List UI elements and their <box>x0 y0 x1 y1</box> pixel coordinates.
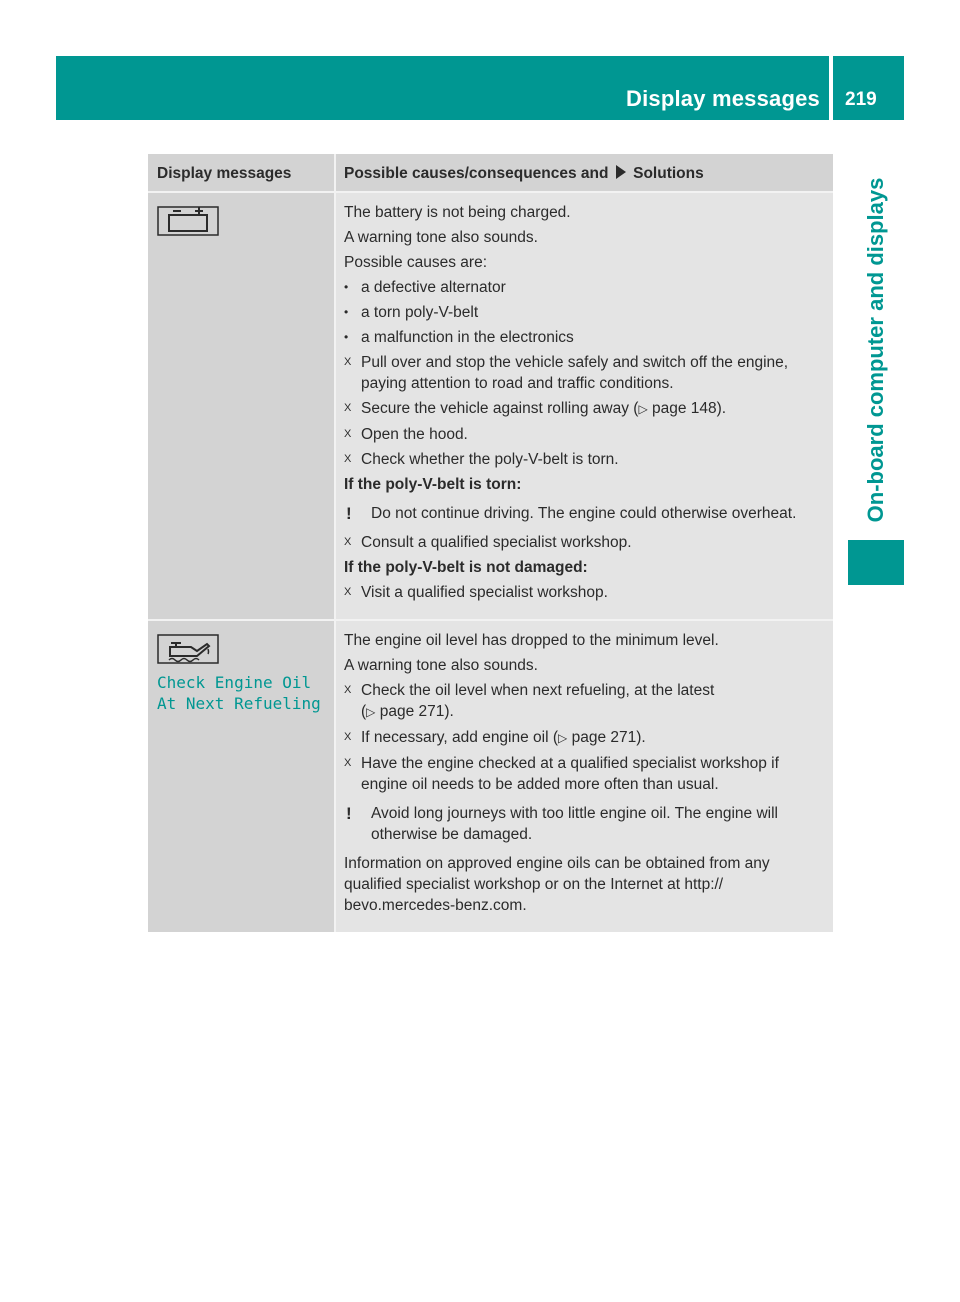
page-number: 219 <box>845 89 877 110</box>
display-message-line-2: At Next Refueling <box>157 694 321 713</box>
condition-heading: If the poly-V-belt is torn: <box>344 476 522 493</box>
step-item: X Visit a qualified specialist workshop. <box>344 584 608 601</box>
step-icon: X <box>344 402 352 414</box>
bullet-mark: • <box>344 330 349 344</box>
step-icon: X <box>344 536 352 548</box>
section-title: Display messages <box>626 86 820 111</box>
warning-note: ! Avoid long journeys with too little engine oil. The engine will otherwise be damaged. <box>346 804 778 843</box>
step-item: X Check the oil level when next refueling, at the latest (▷ page 271). <box>344 682 715 720</box>
column-header-prefix: Possible causes/consequences and <box>344 165 609 182</box>
solutions-arrow-icon <box>616 165 626 179</box>
step-item: X Pull over and stop the vehicle safely and switch off the engine, paying attention to road and traffic conditions. <box>344 354 789 392</box>
bullet-item: • a malfunction in the electronics <box>344 329 574 346</box>
column-header-solutions <box>335 154 833 192</box>
bullet-mark: • <box>344 280 349 294</box>
step-icon: X <box>344 356 352 368</box>
warning-icon: ! <box>346 804 352 823</box>
table-row <box>148 620 833 932</box>
text-line: A warning tone also sounds. <box>344 657 538 674</box>
step-icon: X <box>344 684 352 696</box>
display-cell <box>148 192 335 620</box>
step-icon: X <box>344 428 352 440</box>
column-header-suffix: Solutions <box>633 165 704 182</box>
page-ref-icon: ▷ <box>638 402 648 416</box>
step-item: X Consult a qualified specialist workshop. <box>344 534 632 551</box>
text-line: A warning tone also sounds. <box>344 229 538 246</box>
side-marker <box>848 540 904 585</box>
step-item: X Check whether the poly-V-belt is torn. <box>344 451 619 468</box>
step-item: X Secure the vehicle against rolling away (▷ page 148). <box>344 400 727 417</box>
step-item: X Have the engine checked at a qualified specialist workshop if engine oil needs to be added more often than usual. <box>344 755 779 793</box>
display-messages-table <box>148 154 833 932</box>
warning-note: ! Do not continue driving. The engine could otherwise overheat. <box>346 504 797 523</box>
info-text: Information on approved engine oils can be obtained from any qualified specialist workshop or on the Internet at http:// bevo.mercedes-benz.com. <box>344 855 770 914</box>
step-icon: X <box>344 757 352 769</box>
warning-icon: ! <box>346 504 352 523</box>
display-message-line-1: Check Engine Oil <box>157 673 312 692</box>
text-line: The engine oil level has dropped to the minimum level. <box>344 632 719 649</box>
column-header-display: Display messages <box>148 154 335 192</box>
page-ref-icon: ▷ <box>558 731 568 745</box>
bullet-item: • a defective alternator <box>344 279 506 296</box>
step-icon: X <box>344 731 352 743</box>
step-item: X If necessary, add engine oil (▷ page 271). <box>344 729 646 746</box>
bullet-item: • a torn poly-V-belt <box>344 304 479 321</box>
condition-heading: If the poly-V-belt is not damaged: <box>344 559 588 576</box>
step-icon: X <box>344 453 352 465</box>
solutions-cell <box>335 192 833 620</box>
text-line: The battery is not being charged. <box>344 204 571 221</box>
bullet-mark: • <box>344 305 349 319</box>
step-item: X Open the hood. <box>344 426 468 443</box>
step-icon: X <box>344 586 352 598</box>
table-row <box>148 192 833 620</box>
header-divider <box>829 56 833 120</box>
page-ref-icon: ▷ <box>366 705 376 719</box>
table-header-row <box>148 154 833 192</box>
text-line: Possible causes are: <box>344 254 488 271</box>
display-cell <box>148 620 335 932</box>
side-tab-label: On-board computer and displays <box>863 177 888 523</box>
solutions-cell <box>335 620 833 932</box>
oil-can-icon <box>157 634 219 664</box>
battery-icon <box>157 206 219 236</box>
